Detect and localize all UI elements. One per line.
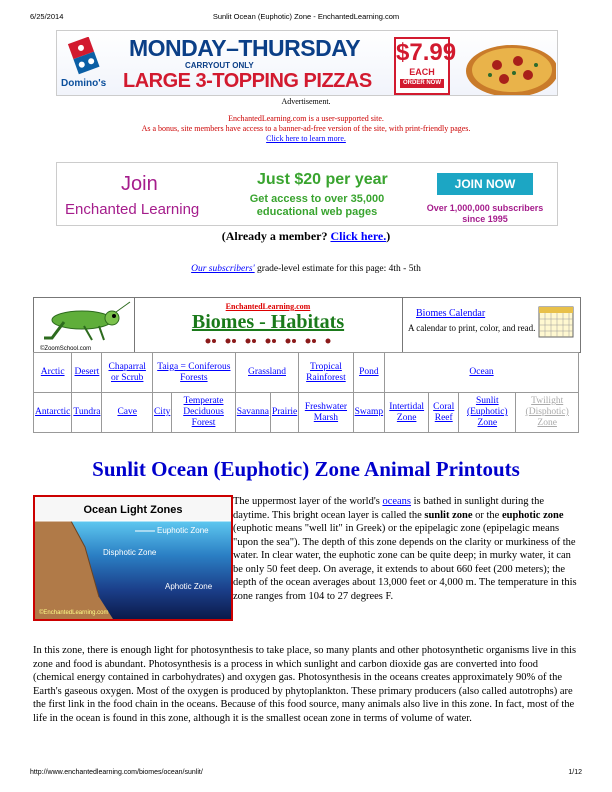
euphotic-zone-term: euphotic zone bbox=[501, 509, 564, 521]
price-unit: EACH bbox=[409, 67, 435, 77]
print-title: Sunlit Ocean (Euphotic) Zone - EnchantedLearning.com bbox=[212, 12, 400, 21]
para1-text-b: is bathed in sunlight during the daytime. This bright ocean layer is called the bbox=[233, 496, 545, 521]
dominos-logo-icon bbox=[63, 37, 107, 75]
member-login-link[interactable]: Click here. bbox=[330, 229, 387, 243]
biomes-calendar-cell bbox=[402, 298, 580, 352]
nav-cell[interactable] bbox=[34, 393, 72, 433]
print-url: http://www.enchantedlearning.com/biomes/ocean/sunlit/ bbox=[30, 769, 203, 776]
nav-cell[interactable] bbox=[72, 393, 102, 433]
nav-tropical-rainforest[interactable]: Tropical Rainforest bbox=[306, 361, 346, 383]
biomes-calendar-desc: A calendar to print, color, and read. bbox=[408, 323, 536, 333]
dominos-brand: Domino's bbox=[61, 78, 107, 89]
join-name: Enchanted Learning bbox=[65, 201, 200, 218]
join-ad[interactable] bbox=[56, 162, 558, 226]
nav-coral-reef[interactable]: Coral Reef bbox=[433, 401, 455, 423]
subscribers-link[interactable]: Our subscribers' bbox=[191, 264, 255, 274]
nav-temperate-deciduous-forest[interactable]: Temperate Deciduous Forest bbox=[183, 396, 224, 428]
nav-cell[interactable] bbox=[152, 353, 235, 393]
para1-text-a: The uppermost layer of the world's bbox=[233, 496, 383, 507]
member-line bbox=[0, 229, 612, 244]
nav-cell[interactable] bbox=[152, 393, 171, 433]
nav-taiga[interactable]: Taiga = Coniferous Forests bbox=[157, 361, 231, 383]
aphotic-label: Aphotic Zone bbox=[165, 582, 213, 591]
join-subscribers: Over 1,000,000 subscribers since 1995 bbox=[426, 203, 544, 224]
para1-text-c: or the bbox=[472, 509, 502, 521]
print-date: 6/25/2014 bbox=[30, 12, 64, 21]
join-price: Just $20 per year bbox=[257, 171, 388, 188]
nav-cell[interactable] bbox=[270, 393, 298, 433]
nav-twilight-zone[interactable]: Twilight (Disphotic) Zone bbox=[525, 396, 569, 428]
nav-ocean[interactable]: Ocean bbox=[469, 367, 494, 377]
nav-cell[interactable] bbox=[102, 353, 153, 393]
grade-text: grade-level estimate for this page: 4th - 5th bbox=[254, 264, 421, 274]
figure-title: Ocean Light Zones bbox=[83, 504, 183, 516]
nav-pond[interactable]: Pond bbox=[359, 367, 379, 377]
nav-cell[interactable] bbox=[72, 353, 102, 393]
sunlit-zone-term: sunlit zone bbox=[424, 509, 473, 521]
nav-row-1 bbox=[34, 353, 579, 393]
grasshopper-icon bbox=[34, 298, 134, 352]
para1-text-d: (euphotic means "well lit" in Greek) or the epipelagic zone (epipelagic means "upon the sea"). The depth of this zone depends on the clarity or murkiness of the water. In clear water, the euphotic zone can be quite deep; in murky water, it can be only 50 feet deep. On average, it extends to about 660 feet (200 meters); the depth of the ocean averages about 13,000 feet or 4,000 m. The temperature in this zone ranges from 104 to 27 degrees F. bbox=[233, 523, 577, 602]
euphotic-label: Euphotic Zone bbox=[157, 526, 209, 535]
price-value: $7.99 bbox=[396, 39, 457, 66]
disphotic-label: Disphotic Zone bbox=[103, 548, 157, 557]
nav-grassland[interactable]: Grassland bbox=[248, 367, 286, 377]
join-text: Join bbox=[121, 173, 158, 195]
nav-cell[interactable] bbox=[385, 353, 579, 393]
nav-prairie[interactable]: Prairie bbox=[271, 407, 298, 417]
oceans-link[interactable]: oceans bbox=[382, 496, 412, 507]
ad-line1: MONDAY–THURSDAY bbox=[129, 35, 361, 61]
support-notice bbox=[0, 114, 612, 144]
biomes-heading[interactable]: Biomes - Habitats bbox=[191, 311, 345, 333]
support-line2: As a bonus, site members have access to a banner-ad-free version of the site, with print-friendly pages. bbox=[141, 124, 471, 133]
nav-cell[interactable] bbox=[385, 393, 429, 433]
biome-nav-table bbox=[33, 352, 579, 433]
nav-desert[interactable]: Desert bbox=[74, 367, 100, 377]
nav-cell[interactable] bbox=[353, 353, 385, 393]
ad-line3: LARGE 3-TOPPING PIZZAS bbox=[123, 70, 372, 92]
figure-credit: ©EnchantedLearning.com bbox=[39, 610, 109, 616]
nav-tundra[interactable]: Tundra bbox=[73, 407, 101, 417]
grasshopper-logo[interactable] bbox=[34, 298, 135, 352]
nav-cell[interactable] bbox=[299, 393, 353, 433]
biomes-header-box bbox=[33, 297, 581, 353]
nav-cell[interactable] bbox=[459, 393, 516, 433]
logo-credit: ©ZoomSchool.com bbox=[40, 346, 92, 352]
biomes-title-cell bbox=[134, 298, 403, 352]
support-line1: EnchantedLearning.com is a user-supported site. bbox=[228, 114, 384, 123]
advertisement-label: Advertisement. bbox=[281, 97, 331, 106]
nav-freshwater-marsh[interactable]: Freshwater Marsh bbox=[304, 401, 348, 423]
nav-antarctic[interactable]: Antarctic bbox=[35, 407, 71, 417]
dominos-ad[interactable] bbox=[56, 30, 558, 96]
learn-more-link[interactable]: Click here to learn more. bbox=[266, 134, 346, 143]
nav-cell[interactable] bbox=[102, 393, 153, 433]
biomes-calendar-link[interactable]: Biomes Calendar bbox=[416, 308, 486, 319]
nav-arctic[interactable]: Arctic bbox=[40, 367, 65, 377]
nav-cell[interactable] bbox=[353, 393, 385, 433]
figure-float-spacer bbox=[33, 495, 233, 619]
nav-city[interactable]: City bbox=[153, 407, 171, 417]
ad-line2: CARRYOUT ONLY bbox=[185, 61, 254, 70]
print-page-number: 1/12 bbox=[568, 769, 582, 776]
nav-cell[interactable] bbox=[235, 353, 299, 393]
nav-savanna[interactable]: Savanna bbox=[236, 407, 269, 417]
intro-paragraph bbox=[33, 495, 579, 619]
join-now-button[interactable]: JOIN NOW bbox=[437, 173, 533, 195]
nav-sunlit-zone[interactable]: Sunlit (Euphotic) Zone bbox=[466, 396, 508, 428]
nav-cell[interactable] bbox=[235, 393, 270, 433]
nav-intertidal-zone[interactable]: Intertidal Zone bbox=[389, 401, 425, 423]
enchanted-learning-link[interactable]: EnchantedLearning.com bbox=[225, 302, 311, 311]
nav-swamp[interactable]: Swamp bbox=[354, 407, 384, 417]
join-desc: Get access to over 35,000 educational web pages bbox=[249, 193, 385, 218]
nav-cell[interactable] bbox=[516, 393, 579, 433]
nav-cell[interactable] bbox=[172, 393, 235, 433]
ants-icon bbox=[198, 336, 338, 346]
grade-estimate bbox=[0, 264, 612, 274]
nav-cell[interactable] bbox=[34, 353, 72, 393]
photosynthesis-paragraph: In this zone, there is enough light for photosynthesis to take place, so many plants and other photosynthetic organisms live in this zone and food is abundant. Photosynthesis is a process in which sunlight and carbon dioxide gas are converted into food (chemical energy contained in carbohydrates) and oxygen gas. Photosynthesis in the oceans creates approximately 90% of the Earth's gaseous oxygen. Most of the oxygen is produced by phytoplankton. These primary producers (also called autotrophs) are the first link in the food chain in the oceans. Because of this food source, many animals also live in this zone. In fact, most of the life in the ocean is found in this zone, although it is the smallest ocean zone in terms of volume of water. bbox=[33, 645, 577, 724]
pizza-icon bbox=[452, 33, 556, 96]
nav-row-2 bbox=[34, 393, 579, 433]
member-suffix: ) bbox=[386, 229, 391, 243]
nav-chaparral[interactable]: Chaparral or Scrub bbox=[108, 361, 146, 383]
price-tag bbox=[394, 37, 457, 95]
nav-cell[interactable] bbox=[299, 353, 353, 393]
order-now-button[interactable]: ORDER NOW bbox=[400, 79, 444, 88]
nav-cave[interactable]: Cave bbox=[117, 407, 137, 417]
nav-cell[interactable] bbox=[429, 393, 459, 433]
member-prefix: (Already a member? bbox=[221, 229, 331, 243]
page-title: Sunlit Ocean (Euphotic) Zone Animal Printouts bbox=[92, 457, 520, 481]
calendar-icon[interactable] bbox=[538, 306, 574, 338]
